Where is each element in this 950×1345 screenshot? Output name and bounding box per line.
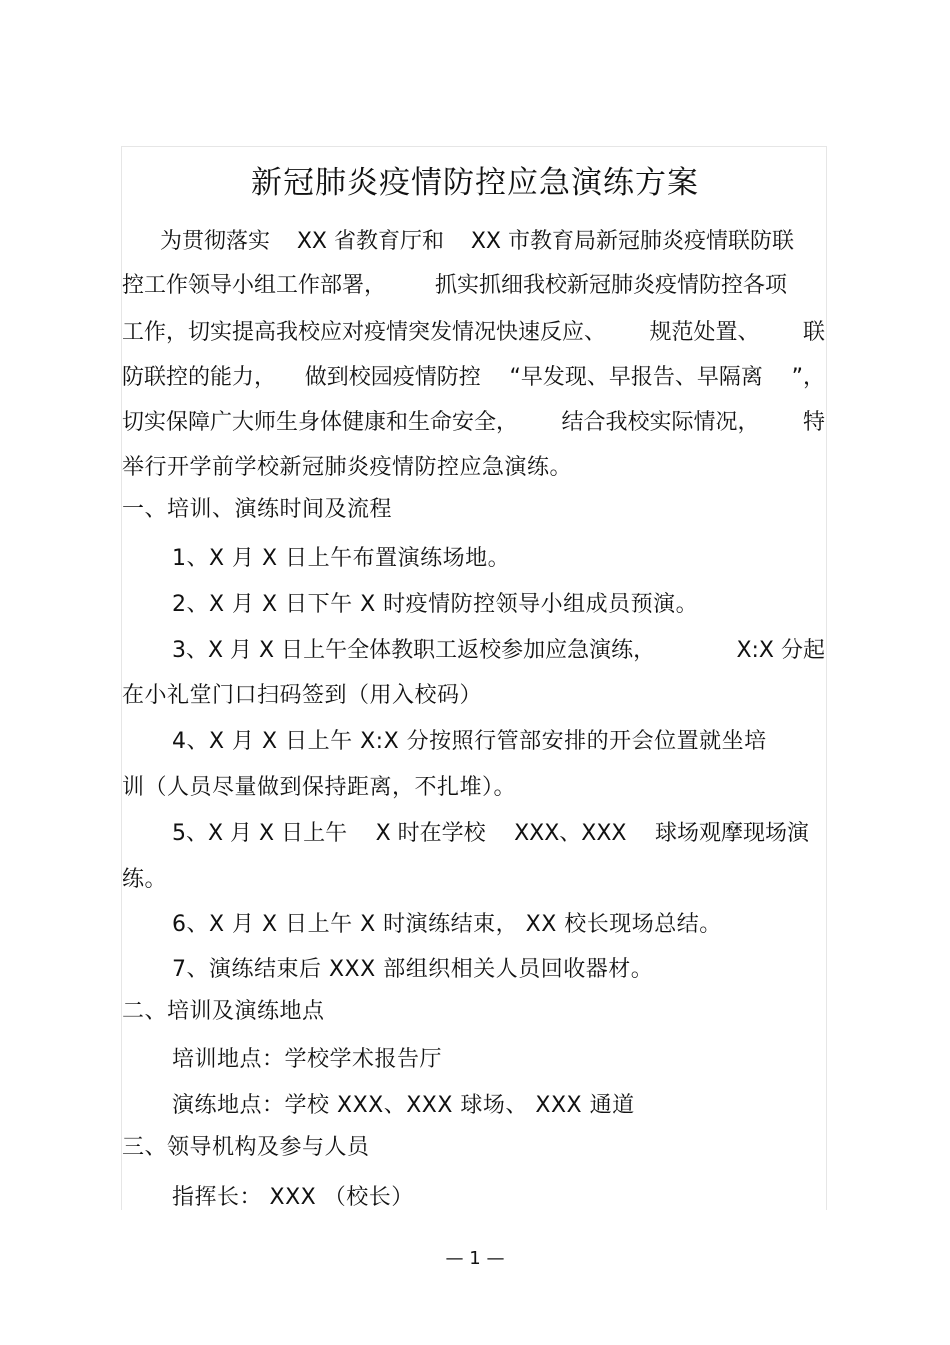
schedule-item-5-line-2: 练。 xyxy=(122,867,168,892)
commander-line: 指挥长： XXX （校长） xyxy=(172,1185,414,1210)
schedule-item-5-line-1: 5、X 月 X 日上午 X 时在学校 XXX、XXX 球场观摩现场演 xyxy=(172,821,809,846)
schedule-item-1: 1、X 月 X 日上午布置演练场地。 xyxy=(172,546,511,571)
schedule-item-7: 7、演练结束后 XXX 部组织相关人员回收器材。 xyxy=(172,957,654,982)
section-2-heading: 二、培训及演练地点 xyxy=(122,999,325,1024)
page-number: — 1 — xyxy=(445,1248,505,1269)
schedule-item-2: 2、X 月 X 日下午 X 时疫情防控领导小组成员预演。 xyxy=(172,592,699,617)
schedule-item-4-line-2: 训（人员尽量做到保持距离，不扎堆）。 xyxy=(122,775,517,800)
intro-line-1: 为贯彻落实 XX 省教育厅和 XX 市教育局新冠肺炎疫情联防联 xyxy=(160,229,794,254)
schedule-item-4-line-1: 4、X 月 X 日上午 X:X 分按照行管部安排的开会位置就坐培 xyxy=(172,729,767,754)
schedule-item-3-line-1: 3、X 月 X 日上午全体教职工返校参加应急演练， X:X 分起 xyxy=(172,638,825,663)
intro-line-4: 防联控的能力， 做到校园疫情防控 “早发现、早报告、早隔离 ”， xyxy=(122,365,825,390)
section-3-heading: 三、领导机构及参与人员 xyxy=(122,1135,370,1160)
document-title: 新冠肺炎疫情防控应急演练方案 xyxy=(251,165,699,201)
drill-location: 演练地点：学校 XXX、XXX 球场、 XXX 通道 xyxy=(172,1093,635,1118)
intro-line-5: 切实保障广大师生身体健康和生命安全， 结合我校实际情况， 特 xyxy=(122,410,825,435)
schedule-item-3-line-2: 在小礼堂门口扫码签到（用入校码） xyxy=(122,683,483,708)
intro-line-3: 工作，切实提高我校应对疫情突发情况快速反应、 规范处置、 联 xyxy=(122,320,825,345)
intro-line-6: 举行开学前学校新冠肺炎疫情防控应急演练。 xyxy=(122,455,573,480)
training-location: 培训地点：学校学术报告厅 xyxy=(172,1047,443,1072)
section-1-heading: 一、培训、演练时间及流程 xyxy=(122,497,393,522)
intro-line-2: 控工作领导小组工作部署， 抓实抓细我校新冠肺炎疫情防控各项 xyxy=(122,273,787,298)
schedule-item-6: 6、X 月 X 日上午 X 时演练结束， XX 校长现场总结。 xyxy=(172,912,722,937)
